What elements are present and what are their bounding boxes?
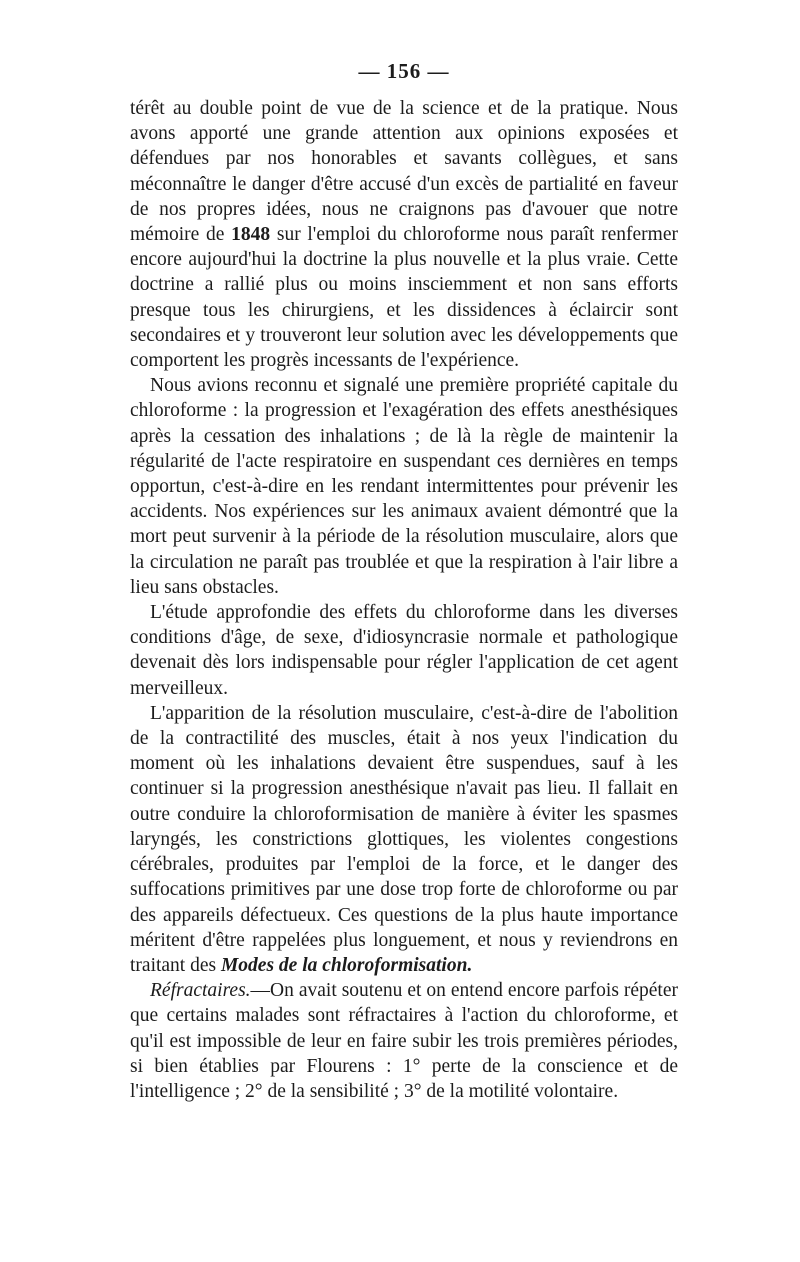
paragraph-5-text: —On avait soutenu et on entend encore parfois répéter que certains malades sont réfractaires à l'action du chloroforme, et qu'il est impossible de leur en faire subir les trois premières périodes, si bien établies par Flourens : 1° perte de la conscience et de l'intelligence ; 2° de la sensibilité ; 3° de la motilité volontaire. [130,980,678,1102]
book-page [130,58,678,1104]
paragraph-1 [130,96,678,373]
paragraph-3: L'étude approfondie des effets du chloroforme dans les diverses conditions d'âge, de sexe, d'idiosyncrasie normale et pathologique devenait dès lors indispensable pour régler l'application de cet agent merveilleux. [130,602,678,699]
paragraph-4 [130,701,678,978]
refractaires-heading: Réfractaires. [150,980,251,1002]
paragraph-5 [130,978,678,1104]
body-text [130,96,678,1104]
modes-title: Modes de la chloroformisation. [220,954,473,976]
paragraph-1-text: térêt au double point de vue de la science et de la pratique. Nous avons apporté une grande attention aux opinions exposées et défendues par nos honorables et savants collègues, et sans méconnaître le danger d'être accusé d'un excès de partialité en faveur de nos propres idées, nous ne craignons pas d'avouer que notre mémoire de [130,98,678,246]
page-number: — 156 — [358,59,450,83]
year-1848: 1848 [231,224,271,246]
paragraph-2: Nous avions reconnu et signalé une première propriété capitale du chloroforme : la progression et l'exagération des effets anesthésiques après la cessation des inhalations ; de là la règle de maintenir la régularité de l'acte respiratoire en suspendant ces dernières en temps opportun, c'est-à-dire en les rendant intermittentes pour prévenir les accidents. Nos expériences sur les animaux avaient démontré que la mort peut survenir à la période de la résolution musculaire, alors que la circulation ne paraît pas troublée et que la respiration à l'air libre a lieu sans obstacles. [130,375,678,598]
paragraph-4-text: L'apparition de la résolution musculaire, c'est-à-dire de l'abolition de la contractilité des muscles, était à nos yeux l'indication du moment où les inhalations devaient être suspendues, sauf à les continuer si la progression anesthésique n'avait pas lieu. Il fallait en outre conduire la chloroformisation de manière à éviter les spasmes laryngés, les constrictions glottiques, les violentes congestions cérébrales, produites par l'emploi de la force, et le danger des suffocations primitives par une dose trop forte de chloroforme ou par des appareils défectueux. Ces questions de la plus haute importance méritent d'être rappelées plus longuement, et nous y reviendrons en traitant des [130,702,678,976]
paragraph-1-text-after: sur l'emploi du chloroforme nous paraît renfermer encore aujourd'hui la doctrine la plus nouvelle et la plus vraie. Cette doctrine a rallié plus ou moins insciemment et non sans efforts presque tous les chirurgiens, et les dissidences à éclaircir sont secondaires et y trouveront leur solution avec les développements que comportent les progrès incessants de l'expérience. [130,224,678,372]
